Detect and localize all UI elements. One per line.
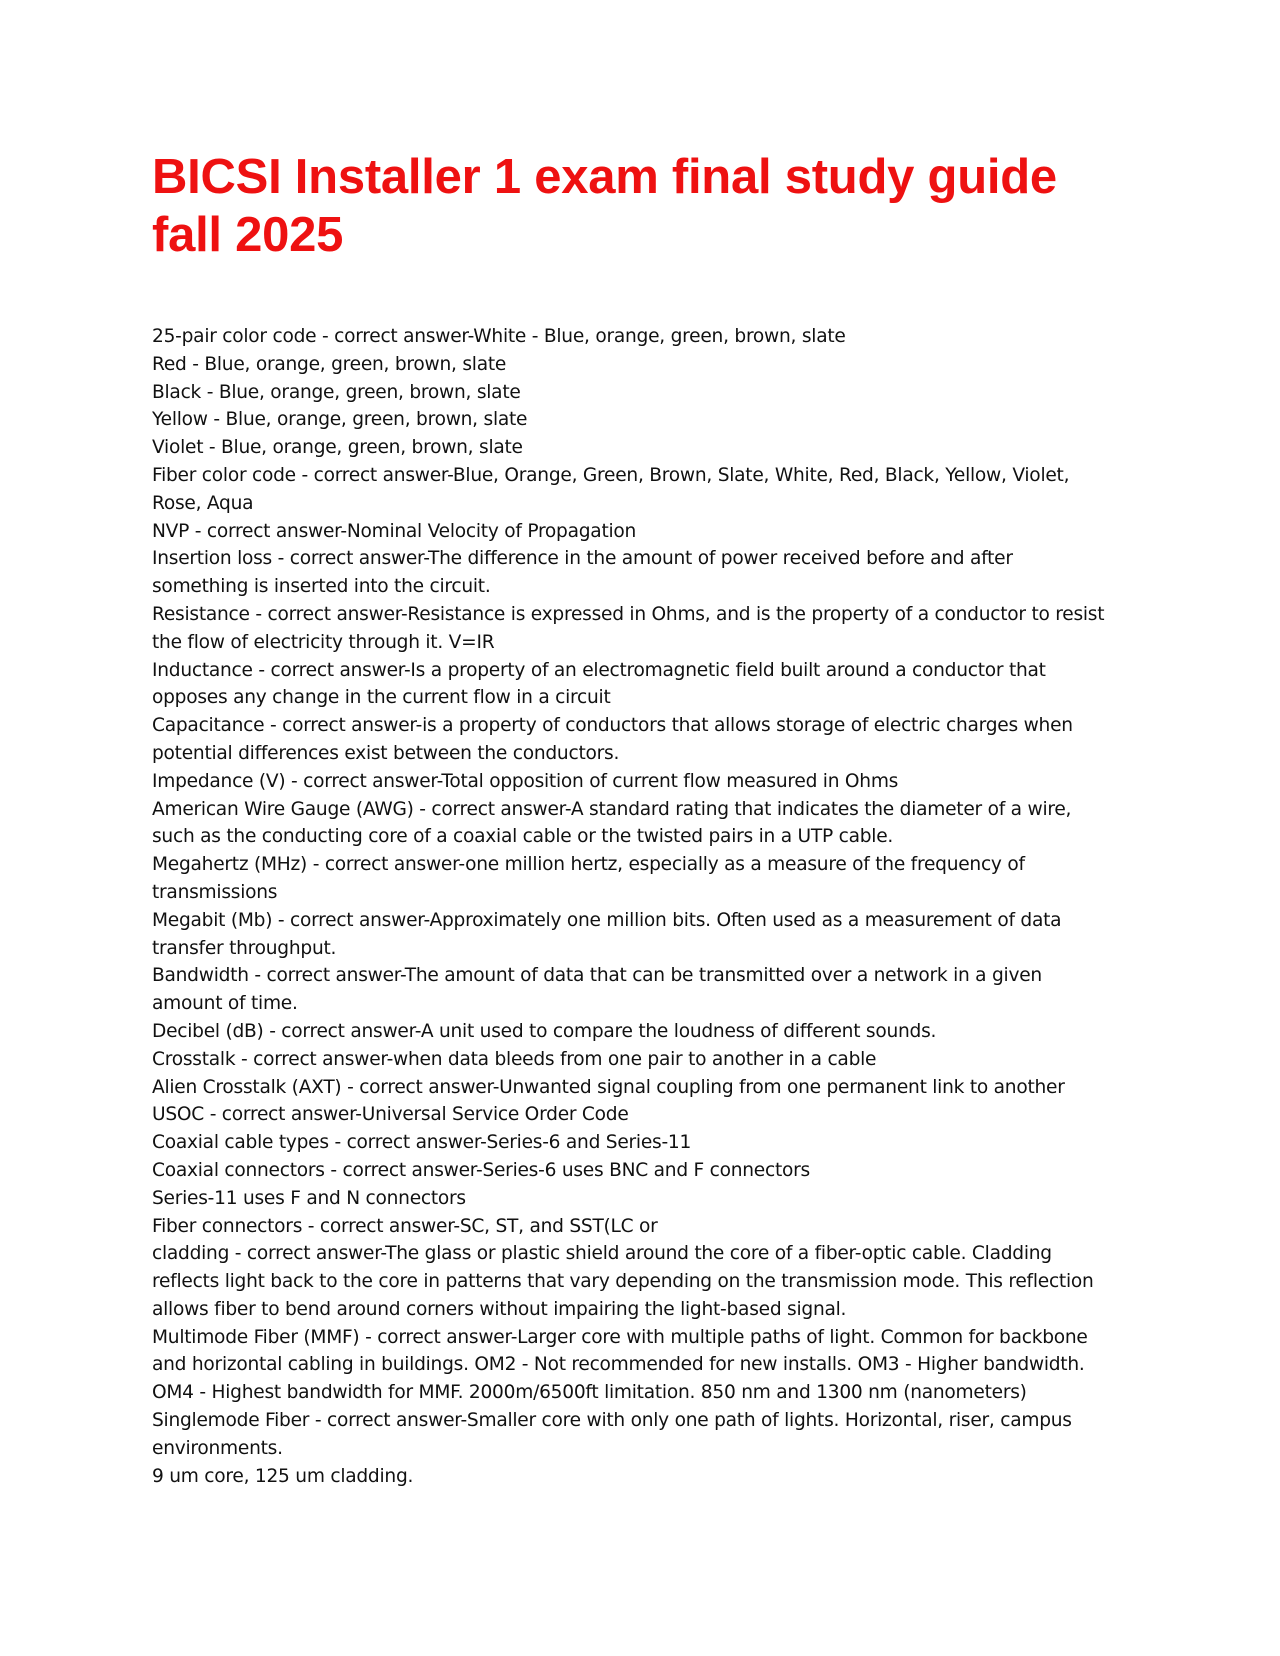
text-line: Coaxial connectors - correct answer-Series-6 uses BNC and F connectors — [152, 1159, 810, 1181]
text-line: 9 um core, 125 um cladding. — [152, 1465, 414, 1487]
text-line: Megahertz (MHz) - correct answer-one million hertz, especially as a measure of the frequency of — [152, 854, 1025, 876]
title-line: BICSI Installer 1 exam final study guide — [152, 150, 1057, 204]
text-line: Singlemode Fiber - correct answer-Smaller core with only one path of lights. Horizontal, riser, campus — [152, 1410, 1072, 1432]
text-line: Red - Blue, orange, green, brown, slate — [152, 353, 507, 375]
document-title — [152, 148, 1152, 264]
text-line: OM4 - Highest bandwidth for MMF. 2000m/6500ft limitation. 850 nm and 1300 nm (nanometers) — [152, 1382, 1027, 1404]
text-line: Crosstalk - correct answer-when data bleeds from one pair to another in a cable — [152, 1048, 877, 1070]
text-line: opposes any change in the current flow in a circuit — [152, 687, 611, 709]
text-line: transmissions — [152, 881, 278, 903]
text-line: Insertion loss - correct answer-The difference in the amount of power received before and after — [152, 548, 1013, 570]
study-guide-body — [152, 323, 1142, 1490]
text-line: Fiber connectors - correct answer-SC, ST, and SST(LC or — [152, 1215, 658, 1237]
text-line: Alien Crosstalk (AXT) - correct answer-Unwanted signal coupling from one permanent link to another — [152, 1076, 1065, 1098]
text-line: Decibel (dB) - correct answer-A unit used to compare the loudness of different sounds. — [152, 1020, 937, 1042]
text-line: such as the conducting core of a coaxial cable or the twisted pairs in a UTP cable. — [152, 826, 894, 848]
text-line: Yellow - Blue, orange, green, brown, slate — [152, 409, 528, 431]
text-line: Violet - Blue, orange, green, brown, slate — [152, 437, 523, 459]
text-line: Megabit (Mb) - correct answer-Approximately one million bits. Often used as a measurement of data — [152, 909, 1062, 931]
text-line: Rose, Aqua — [152, 492, 254, 514]
text-line: Impedance (V) - correct answer-Total opposition of current flow measured in Ohms — [152, 770, 899, 792]
text-line: Fiber color code - correct answer-Blue, Orange, Green, Brown, Slate, White, Red, Black, Yellow, Violet, — [152, 464, 1070, 486]
title-line: fall 2025 — [152, 208, 344, 262]
text-line: Coaxial cable types - correct answer-Series-6 and Series-11 — [152, 1132, 692, 1154]
text-line: Capacitance - correct answer-is a property of conductors that allows storage of electric charges when — [152, 715, 1073, 737]
text-line: potential differences exist between the conductors. — [152, 742, 620, 764]
text-line: something is inserted into the circuit. — [152, 576, 491, 598]
text-line: Resistance - correct answer-Resistance is expressed in Ohms, and is the property of a conductor to resist — [152, 603, 1105, 625]
text-line: reflects light back to the core in patterns that vary depending on the transmission mode. This reflection — [152, 1271, 1094, 1293]
text-line: American Wire Gauge (AWG) - correct answer-A standard rating that indicates the diameter of a wire, — [152, 798, 1072, 820]
text-line: transfer throughput. — [152, 937, 337, 959]
text-line: the flow of electricity through it. V=IR — [152, 631, 495, 653]
text-line: 25-pair color code - correct answer-White - Blue, orange, green, brown, slate — [152, 326, 846, 347]
text-line: NVP - correct answer-Nominal Velocity of Propagation — [152, 520, 637, 542]
text-line: Bandwidth - correct answer-The amount of data that can be transmitted over a network in a given — [152, 965, 1042, 987]
text-line: environments. — [152, 1437, 283, 1459]
text-line: USOC - correct answer-Universal Service Order Code — [152, 1104, 629, 1126]
text-line: Inductance - correct answer-Is a property of an electromagnetic field built around a conductor that — [152, 659, 1046, 681]
text-line: Series-11 uses F and N connectors — [152, 1187, 466, 1209]
text-line: allows fiber to bend around corners without impairing the light-based signal. — [152, 1298, 847, 1320]
text-line: and horizontal cabling in buildings. OM2 - Not recommended for new installs. OM3 - Higher bandwidth. — [152, 1354, 1085, 1376]
text-line: amount of time. — [152, 993, 298, 1015]
text-line: cladding - correct answer-The glass or plastic shield around the core of a fiber-optic cable. Cladding — [152, 1243, 1052, 1265]
text-line: Black - Blue, orange, green, brown, slate — [152, 381, 521, 403]
text-line: Multimode Fiber (MMF) - correct answer-Larger core with multiple paths of light. Common for backbone — [152, 1326, 1088, 1348]
